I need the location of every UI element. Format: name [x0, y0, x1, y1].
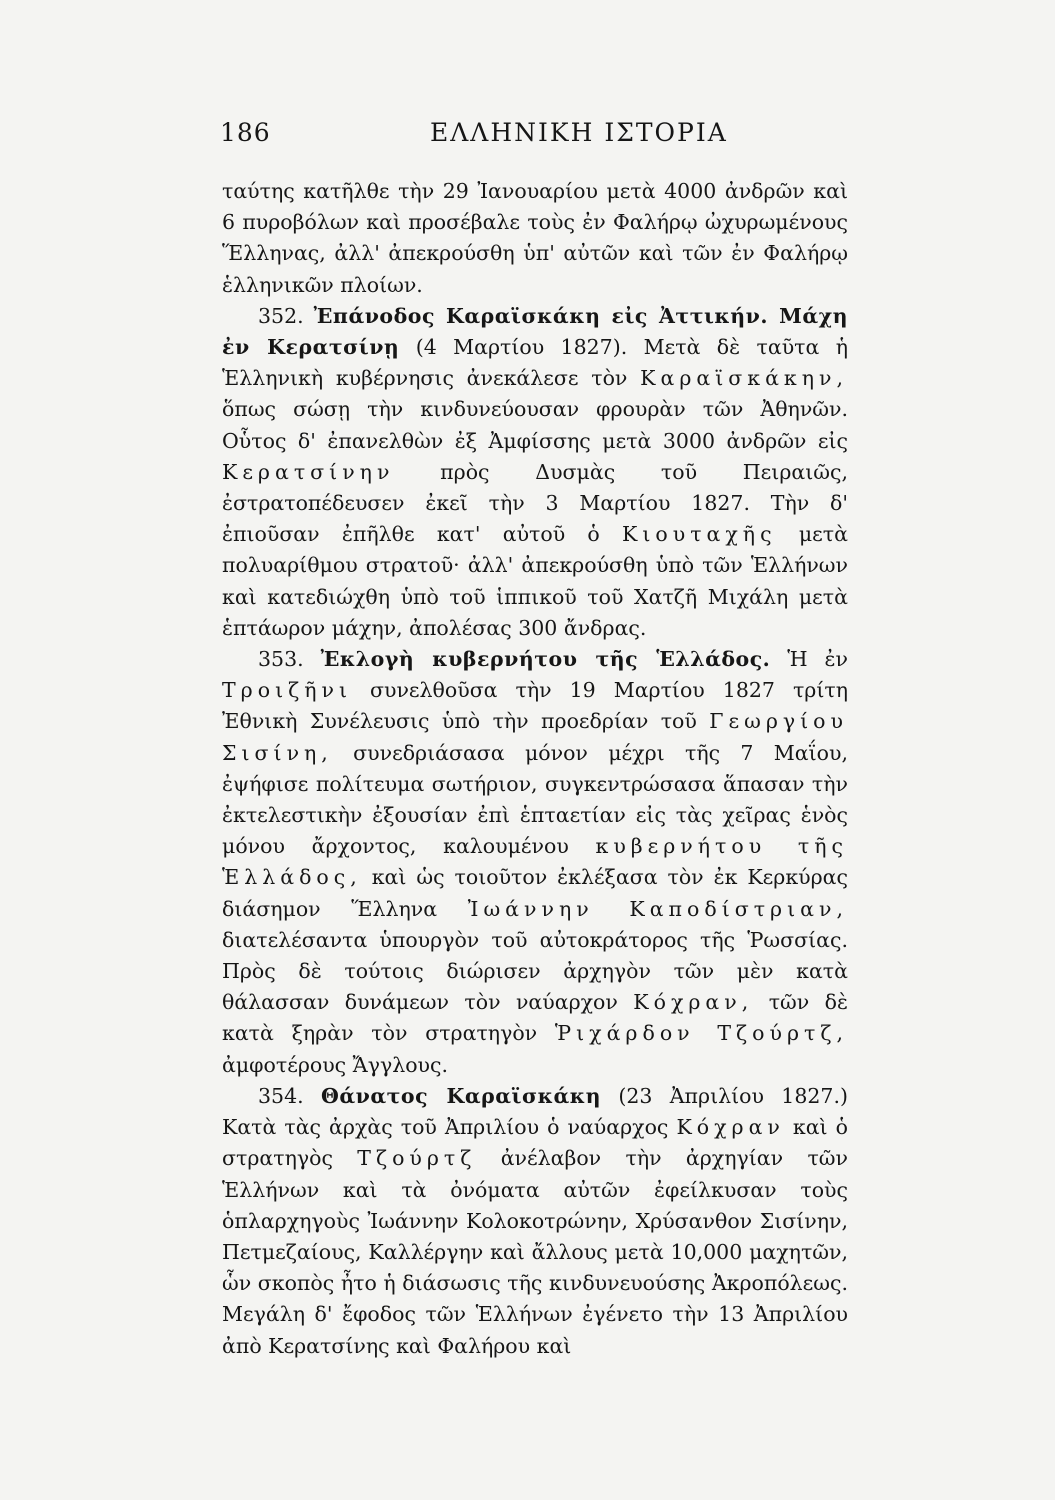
paragraph-continued: ταύτης κατῆλθε τὴν 29 Ἰανουαρίου μετὰ 4000 ἀνδρῶν καὶ 6 πυροβόλων καὶ προσέβαλε τοὺς ἐν Φαλήρῳ ὠχυρωμένους Ἕλληνας, ἀλλ' ἀπεκρούσθη ὑπ' αὐτῶν καὶ τῶν ἐν Φαλήρῳ ἑλληνικῶν πλοίων.: [222, 179, 848, 297]
page-body: [222, 176, 848, 1362]
section-heading: Ἐκλογὴ κυβερνήτου τῆς Ἑλλάδος.: [320, 647, 771, 672]
page-header: [220, 118, 860, 158]
text-run: μετὰ πολυαρίθμου στρατοῦ· ἀλλ' ἀπεκρούσθη ὑπὸ τῶν Ἑλλήνων καὶ κατεδιώχθη ὑπὸ τοῦ ἱππικοῦ τοῦ Χατζῆ Μιχάλη μετὰ ἑπτάωρον μάχην, ἀπολέσας 300 ἄνδρας.: [222, 522, 848, 640]
page-number: 186: [220, 118, 271, 147]
text-run: Ἡ ἐν: [787, 647, 848, 672]
running-title: ΕΛΛΗΝΙΚΗ ΙΣΤΟΡΙΑ: [430, 118, 728, 147]
text-run: πρὸς Δυσμὰς τοῦ Πειραιῶς, ἐστρατοπέδευσεν ἐκεῖ τὴν 3 Μαρτίου 1827. Τὴν δ' ἐπιοῦσαν ἐπῆλθε κατ' αὐτοῦ ὁ: [222, 459, 848, 547]
section-number: 353.: [258, 647, 304, 672]
spaced-name: Γεωργίου Σισίνη,: [222, 709, 848, 765]
section-353: [222, 644, 848, 1081]
section-354: [222, 1081, 848, 1362]
spaced-name: Κόχραν,: [633, 990, 754, 1015]
text-run: συνεδριάσασα μόνον μέχρι τῆς 7 Μαΐου, ἐψήφισε πολίτευμα σωτήριον, συγκεντρώσασα ἅπασαν τὴν ἐκτελεστικὴν ἐξουσίαν ἐπὶ ἑπταετίαν εἰς τὰς χεῖρας ἑνὸς μόνου ἄρχοντος, καλουμένου: [222, 740, 848, 859]
spaced-name: Ἰωάννην Καποδίστριαν,: [467, 896, 848, 921]
spaced-name: Καραϊσκάκην,: [640, 366, 848, 391]
text-run: διατελέσαντα ὑπουργὸν τοῦ αὐτοκράτορος τῆς Ῥωσσίας. Πρὸς δὲ τούτοις διώρισεν ἀρχηγὸν τῶν μὲν κατὰ θάλασσαν δυνάμεων τὸν ναύαρχον: [222, 927, 848, 1015]
section-352: [222, 301, 848, 644]
text-run: Κατὰ τὰς ἀρχὰς τοῦ Ἀπριλίου ὁ ναύαρχος: [222, 1115, 669, 1140]
spaced-name: Ῥιχάρδον Τζούρτζ,: [554, 1021, 848, 1046]
text-run: ἀμφοτέρους Ἄγγλους.: [222, 1052, 449, 1077]
text-run: ἀνέλαβον τὴν ἀρχηγίαν τῶν Ἑλλήνων καὶ τὰ ὀνόματα αὐτῶν ἐφείλκυσαν τοὺς ὁπλαρχηγοὺς Ἰωάννην Κολοκοτρώνην, Χρύσανθον Σισίνην, Πετμεζαίους, Καλλέργην καὶ ἄλλους μετὰ 10,000 μαχητῶν, ὧν σκοπὸς ἦτο ἡ διάσωσις τῆς κινδυνευούσης Ἀκροπόλεως. Μεγάλη δ' ἔφοδος τῶν Ἑλλήνων ἐγένετο τὴν 13 Ἀπριλίου ἀπὸ Κερατσίνης καὶ Φαλήρου καὶ: [222, 1146, 848, 1358]
spaced-name: Κόχραν: [676, 1115, 785, 1140]
section-heading: Θάνατος Καραϊσκάκη: [321, 1083, 601, 1108]
spaced-name: Κερατσίνην: [222, 459, 395, 484]
spaced-name: κυβερνήτου τῆς Ἑλλάδος,: [222, 834, 848, 890]
section-number: 352.: [258, 303, 304, 328]
spaced-name: Κιουταχῆς: [622, 522, 777, 547]
text-run: καὶ ὡς τοιοῦτον ἐκλέξασα τὸν ἐκ Κερκύρας διάσημον Ἕλληνα: [222, 865, 848, 921]
section-date: (4 Μαρτίου 1827).: [415, 335, 628, 360]
text-run: καὶ ὁ στρατηγὸς: [222, 1115, 848, 1171]
spaced-name: Τροιζῆνι: [222, 678, 352, 703]
section-date: (23 Ἀπριλίου 1827.): [618, 1083, 848, 1108]
text-run: Μετὰ δὲ ταῦτα ἡ Ἑλληνικὴ κυβέρνησις ἀνεκάλεσε τὸν: [222, 335, 848, 391]
section-heading: Ἐπάνοδος Καραϊσκάκη εἰς Ἀττικήν. Μάχη ἐν Κερατσίνῃ: [222, 303, 848, 360]
spaced-name: Τζούρτζ: [357, 1146, 477, 1171]
text-run: ὅπως σώσῃ τὴν κινδυνεύουσαν φρουρὰν τῶν Ἀθηνῶν. Οὗτος δ' ἐπανελθὼν ἐξ Ἀμφίσσης μετὰ 3000 ἀνδρῶν εἰς: [222, 397, 848, 453]
text-run: τῶν δὲ κατὰ ξηρὰν τὸν στρατηγὸν: [222, 990, 848, 1046]
text-run: συνελθοῦσα τὴν 19 Μαρτίου 1827 τρίτη Ἐθνικὴ Συνέλευσις ὑπὸ τὴν προεδρίαν τοῦ: [222, 678, 848, 734]
section-number: 354.: [258, 1083, 304, 1108]
